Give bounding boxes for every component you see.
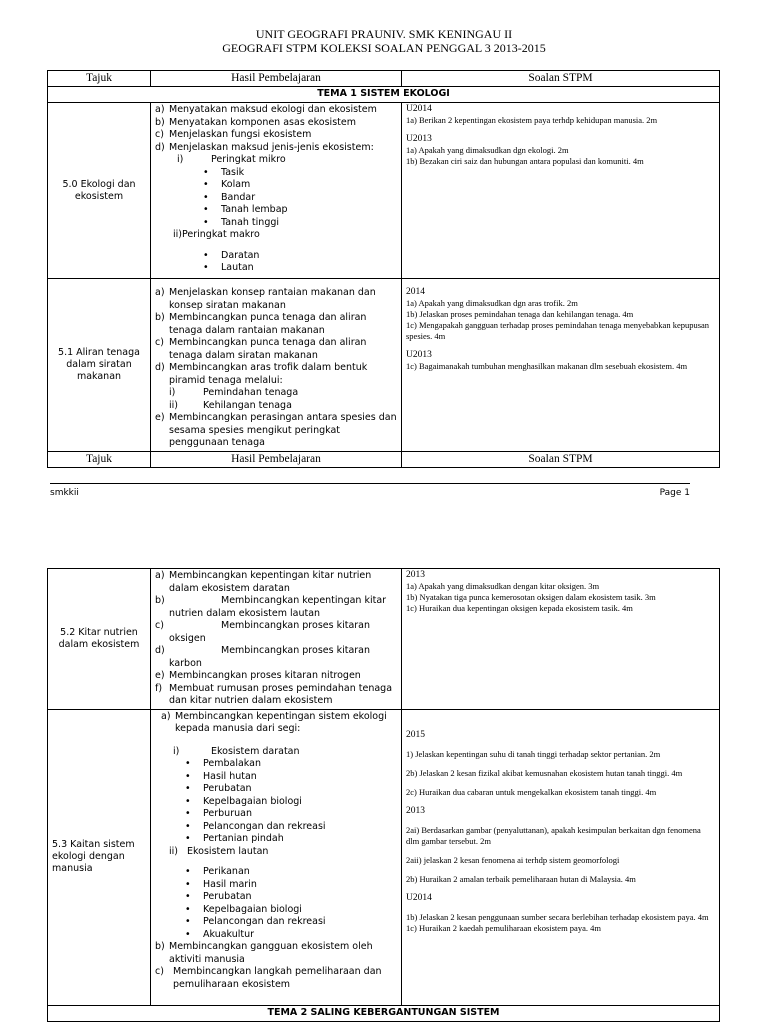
list-item: Hasil hutan (203, 770, 257, 782)
theme-row (48, 1005, 720, 1021)
outcome-a: Menjelaskan konsep rantaian makanan dan konsep siratan makanan (169, 287, 376, 311)
question-line: 1a) Apakah yang dimaksudkan dgn aras trofik. 2m (406, 298, 578, 308)
question-line: 1a) Apakah yang dimaksudkan dengan kitar oksigen. 3m (406, 581, 600, 591)
question-line: 1) Jelaskan kepentingan suhu di tanah tinggi terhadap sektor pertanian. 2m (406, 748, 661, 759)
outcome-d: Menjelaskan maksud jenis-jenis ekosistem: (169, 141, 374, 153)
outcomes-5-2: a) Membincangkan kepentingan kitar nutrien dalam ekosistem daratan b) Membincangkan kepentingan kitar nutrien dalam ekosistem lautan c) Membincangkan proses kitaran oksigen d) Membincangkan proses kitaran karbon e) Membincangkan proses kitaran nitrogen f) Membuat rumusan proses pemindahan tenaga dan kitar nutrien dalam ekosistem (151, 569, 402, 710)
theme-row (48, 87, 720, 103)
question-line: 2013 (406, 805, 425, 816)
question-line: 1c) Mengapakah gangguan terhadap proses pemindahan tenaga menyebabkan kepupusan spesies. 4m (406, 320, 710, 341)
outcome-d-ii: Kehilangan tenaga (203, 399, 292, 411)
column-header-row (48, 71, 720, 87)
questions-5-2 (402, 569, 720, 710)
list-item: Pelancongan dan rekreasi (203, 916, 326, 927)
topic-5-1: 5.1 Aliran tenaga dalam siratan makanan (48, 279, 151, 452)
theme-2-title: TEMA 2 SALING KEBERGANTUNGAN SISTEM (48, 1005, 720, 1021)
list-item: Perubatan (203, 891, 252, 902)
column-header-soalan: Soalan STPM (402, 451, 720, 467)
column-header-tajuk: Tajuk (48, 451, 151, 467)
document-title-line-1: UNIT GEOGRAFI PRAUNIV. SMK KENINGAU II (255, 27, 513, 41)
outcome-c: Membincangkan punca tenaga dan aliran tenaga dalam siratan makanan (169, 337, 367, 361)
list-item: Pertanian pindah (203, 833, 284, 844)
outcome-d-i: Pemindahan tenaga (203, 387, 299, 398)
question-line: 2014 (406, 287, 425, 297)
table-row-5-2 (48, 569, 720, 710)
question-line: 1c) Huraikan dua kepentingan oksigen kepada ekosistem tasik. 4m (406, 603, 633, 613)
list-item: Tasik (221, 166, 245, 178)
list-item: Pelancongan dan rekreasi (203, 820, 326, 832)
list-item: Kepelbagaian biologi (203, 795, 302, 807)
question-line: U2013 (406, 350, 432, 360)
table-row-5-3 (48, 709, 720, 1005)
table-page-2 (47, 568, 720, 1022)
topic-5-3: 5.3 Kaitan sistem ekologi dengan manusia (48, 709, 151, 1005)
question-line: 2c) Huraikan dua cabaran untuk mengekalkan ekosistem tanah tinggi. 4m (406, 786, 657, 797)
questions-5-1 (402, 279, 720, 452)
question-line: 2015 (406, 729, 425, 740)
topic-5-0: 5.0 Ekologi dan ekosistem (48, 103, 151, 279)
question-line: 2013 (406, 570, 425, 580)
outcome-b: Membincangkan gangguan ekosistem oleh aktiviti manusia (169, 941, 373, 965)
outcome-d: Membincangkan aras trofik dalam bentuk piramid tenaga melalui: (169, 362, 368, 386)
page-footer (50, 483, 690, 498)
outcome-e: Membincangkan proses kitaran nitrogen (169, 670, 361, 681)
outcome-a-i: Ekosistem daratan (211, 745, 300, 757)
outcomes-5-3: a) Membincangkan kepentingan sistem ekologi kepada manusia dari segi: i) Ekosistem daratan • Pembalakan • Hasil hutan • Perubatan • Kepelbagaian biologi • Perburuan • Pelancongan dan rekreasi • Pertanian pindah ii) Ekosistem lautan • Perikanan • Hasil marin • Perubatan • Kepelbagaian biologi • Pelancongan dan rekreasi • Akuakultur b) Membincangkan gangguan ekosistem oleh aktiviti manusia c) Membincangkan langkah pemeliharaan dan pemuliharaan ekosistem (151, 709, 402, 1005)
outcome-d: Membincangkan proses kitaran karbon (169, 645, 371, 669)
list-item: Perubatan (203, 783, 252, 794)
outcome-f: Membuat rumusan proses pemindahan tenaga dan kitar nutrien dalam ekosistem (169, 682, 393, 706)
outcome-a: Membincangkan kepentingan kitar nutrien dalam ekosistem daratan (169, 570, 372, 594)
outcome-c: Membincangkan proses kitaran oksigen (169, 620, 371, 644)
column-header-tajuk: Tajuk (48, 71, 151, 87)
outcome-d-ii: ii)Peringkat makro (173, 229, 260, 240)
outcome-b: Menyatakan komponen asas ekosistem (169, 116, 356, 128)
question-line: 1c) Huraikan 2 kaedah pemuliharaan ekosistem paya. 4m (406, 922, 601, 933)
question-line: 1a) Berikan 2 kepentingan ekosistem paya terhdp kehidupan manusia. 2m (406, 115, 658, 125)
outcomes-5-0: a) Menyatakan maksud ekologi dan ekosistem b) Menyatakan komponen asas ekosistem c) Menjelaskan fungsi ekosistem d) Menjelaskan maksud jenis-jenis ekosistem: i) Peringkat mikro • Tasik • Kolam • Bandar • Tanah lembap • Tanah tinggi ii)Peringkat makro • Daratan • Lautan (151, 103, 402, 279)
outcome-d-i: Peringkat mikro (211, 154, 286, 165)
question-line: 1a) Apakah yang dimaksudkan dgn ekologi. 2m (406, 145, 569, 155)
outcome-b: Membincangkan punca tenaga dan aliran tenaga dalam rantaian makanan (169, 312, 367, 336)
column-header-soalan: Soalan STPM (402, 71, 720, 87)
list-item: Perburuan (203, 808, 252, 819)
question-line: 1c) Bagaimanakah tumbuhan menghasilkan makanan dlm sesebuah ekosistem. 4m (406, 361, 688, 371)
list-item: Daratan (221, 249, 260, 261)
questions-5-3 (402, 709, 720, 1005)
table-page-1 (47, 70, 720, 468)
list-item: Akuakultur (203, 928, 255, 940)
list-item: Tanah lembap (221, 204, 288, 215)
theme-1-title: TEMA 1 SISTEM EKOLOGI (48, 87, 720, 103)
outcome-a: Menyatakan maksud ekologi dan ekosistem (169, 104, 377, 115)
question-line: 2b) Huraikan 2 amalan terbaik pemeliharaan hutan di Malaysia. 4m (406, 873, 636, 884)
list-item: Pembalakan (203, 758, 261, 769)
question-line: 1b) Jelaskan 2 kesan penggunaan sumber secara berlebihan terhadap ekosistem paya. 4m (406, 911, 709, 922)
document-title-line-2: GEOGRAFI STPM KOLEKSI SOALAN PENGGAL 3 2013-2015 (222, 41, 546, 55)
question-line: 1b) Jelaskan proses pemindahan tenaga dan kehilangan tenaga. 4m (406, 309, 634, 319)
outcome-e: Membincangkan perasingan antara spesies dan sesama spesies mengikut peringkat penggunaan tenaga (169, 412, 397, 448)
question-line: 1b) Bezakan ciri saiz dan hubungan antara populasi dan komuniti. 4m (406, 156, 644, 166)
outcome-a: Membincangkan kepentingan sistem ekologi kepada manusia dari segi: (175, 710, 387, 734)
questions-5-0 (402, 103, 720, 279)
outcomes-5-1: a) Menjelaskan konsep rantaian makanan dan konsep siratan makanan b) Membincangkan punca tenaga dan aliran tenaga dalam rantaian makanan c) Membincangkan punca tenaga dan aliran tenaga dalam siratan makanan d) Membincangkan aras trofik dalam bentuk piramid tenaga melalui: i) Pemindahan tenaga ii) Kehilangan tenaga e) Membincangkan perasingan antara spesies dan sesama spesies mengikut peringkat penggunaan tenaga (151, 279, 402, 452)
list-item: Kolam (221, 179, 251, 190)
topic-5-2: 5.2 Kitar nutrien dalam ekosistem (48, 569, 151, 710)
table-row-5-0 (48, 103, 720, 279)
question-line: U2014 (406, 892, 432, 903)
footer-left-text: smkkii (50, 488, 79, 498)
question-line: 1b) Nyatakan tiga punca kemerosotan oksigen dalam ekosistem tasik. 3m (406, 592, 656, 602)
question-line: U2014 (406, 104, 432, 114)
question-line: 2b) Jelaskan 2 kesan fizikal akibat kemusnahan ekosistem hutan tanah tinggi. 4m (406, 767, 683, 778)
list-item: Bandar (221, 191, 256, 203)
column-header-row-repeat (48, 451, 720, 467)
list-item: Perikanan (203, 866, 250, 877)
question-line: U2013 (406, 134, 432, 144)
list-item: Hasil marin (203, 878, 257, 890)
outcome-b: Membincangkan kepentingan kitar nutrien dalam ekosistem lautan (169, 595, 387, 619)
column-header-hasil: Hasil Pembelajaran (151, 71, 402, 87)
outcome-c: Membincangkan langkah pemeliharaan dan pemuliharaan ekosistem (173, 966, 382, 990)
page-1 (0, 0, 768, 510)
list-item: Tanah tinggi (221, 216, 280, 228)
page-2 (0, 510, 768, 1024)
column-header-hasil: Hasil Pembelajaran (151, 451, 402, 467)
outcome-c: Menjelaskan fungsi ekosistem (169, 129, 312, 140)
list-item: Lautan (221, 262, 254, 273)
footer-page-number: Page 1 (659, 488, 690, 498)
outcome-a-ii: Ekosistem lautan (187, 845, 269, 857)
question-line: 2aii) jelaskan 2 kesan fenomena ai terhdp sistem geomorfologi (406, 854, 620, 865)
list-item: Kepelbagaian biologi (203, 903, 302, 915)
table-row-5-1 (48, 279, 720, 452)
question-line: 2ai) Berdasarkan gambar (penyaluttanan), apakah kesimpulan berkaitan dgn fenomena dlm gambar tersebut. 2m (406, 824, 701, 846)
